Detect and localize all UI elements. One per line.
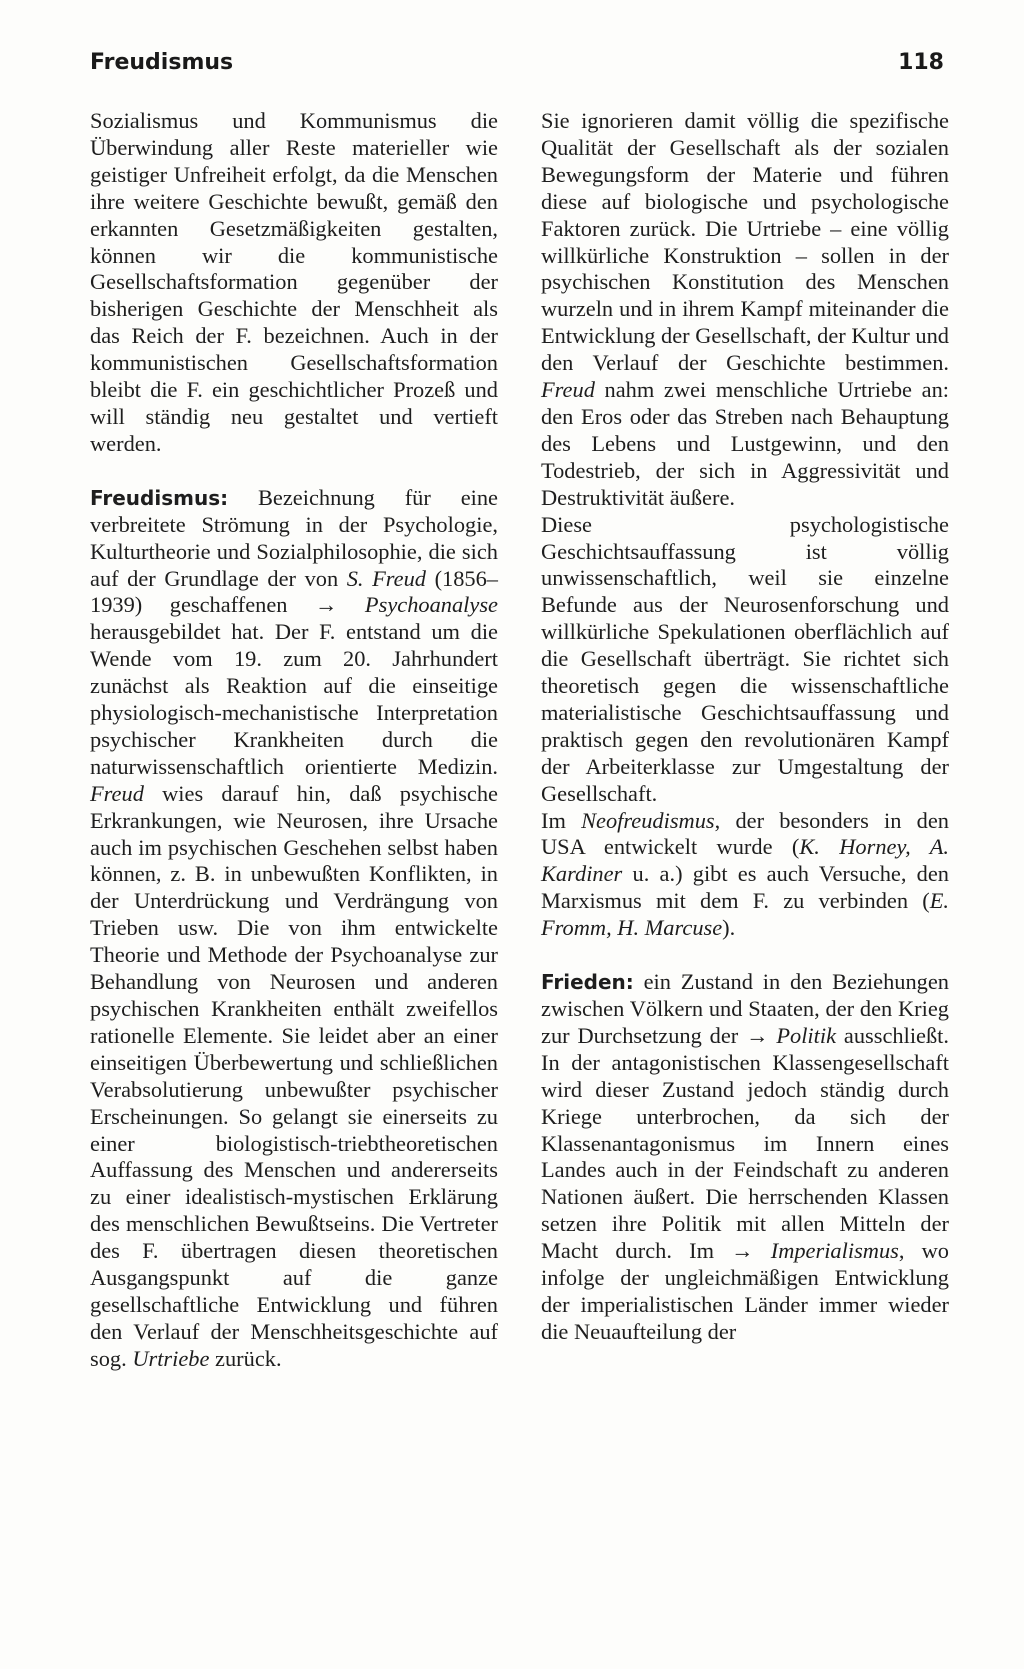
cross-reference-imperialismus[interactable]: Imperialismus — [770, 1238, 899, 1264]
entry-text: herausgebildet hat. Der F. entstand um die Wende vom 19. zum 20. Jahrhundert zunächst als Reaktion auf die einseitige physiologisch-mechanistische Interpretation psychischer Krankheiten durch die naturwissenschaftlich orientierte Medizin. — [90, 619, 498, 779]
running-head: Freudismus — [90, 50, 234, 75]
person-names: E. Fromm, H. Marcuse — [541, 888, 949, 941]
cross-reference-psychoanalyse[interactable]: Psychoanalyse — [364, 592, 498, 618]
person-name: Freud — [541, 377, 595, 403]
entry-text: Bezeichnung für eine verbreitete Strömung in der Psychologie, Kulturtheorie und Sozialphilosophie, die sich auf der Grundlage der von — [90, 484, 498, 591]
emphasized-term: Urtriebe — [132, 1345, 210, 1371]
entry-text: , der besonders in den USA entwickelt wurde ( — [541, 807, 949, 860]
continuation-paragraph: Sozialismus und Kommunismus die Überwindung aller Reste materieller wie geistiger Unfreiheit erfolgt, da die Menschen ihre weitere Geschichte bewußt, gemäß den erkannten Gesetzmäßigkeiten gestalten, können wir die kommunistische Gesellschaftsformation gegenüber der bisherigen Geschichte der Menschheit als das Reich der F. bezeichnen. Auch in der kommunistischen Gesellschaftsformation bleibt die F. ein geschichtlicher Prozeß und will ständig neu gestaltet und vertieft werden. — [90, 108, 498, 456]
left-column — [90, 108, 498, 1373]
entry-text: Im — [541, 807, 582, 833]
person-name: Freud — [90, 780, 144, 806]
entry-text: (1856–1939) geschaffenen — [90, 565, 499, 618]
emphasized-term: Neofreudismus — [581, 807, 715, 833]
page-number: 118 — [898, 50, 944, 75]
entry-text: ein Zustand in den Beziehungen zwischen Völkern und Staaten, der den Krieg zur Durchsetzung der — [541, 969, 949, 1048]
cross-reference-arrow-icon: → — [315, 592, 338, 618]
entry-text: wies darauf hin, daß psychische Erkrankungen, wie Neurosen, ihre Ursache auch im psychischen Geschehen selbst haben können, z. B. in unbewußten Konflikten, in der Unterdrückung und Verdrängung von Trieben usw. Die von ihm entwickelte Theorie und Methode der Psychoanalyse zur Behandlung von Neurosen und anderen psychischen Krankheiten enthält zweifellos rationelle Elemente. Sie leidet aber an einer einseitigen Überbewertung und schließlichen Verabsolutierung unbewußter psychischer Erscheinungen. So gelangt sie einerseits zu einer biologistisch-triebtheoretischen Auffassung des Menschen und andererseits zu einer idealistisch-mystischen Erklärung des menschlichen Bewußtseins. Die Vertreter des F. übertragen diesen theoretischen Ausgangspunkt auf die ganze gesellschaftliche Entwicklung und führen den Verlauf der Menschheitsgeschichte auf sog. — [90, 780, 498, 1371]
paragraph-gap — [541, 942, 949, 969]
cross-reference-arrow-icon: → — [731, 1238, 754, 1264]
headword-frieden: Frieden: — [541, 970, 634, 995]
person-names: K. Horney, A. Kardiner — [541, 834, 949, 887]
headword-freudismus: Freudismus: — [90, 485, 229, 510]
entry-text: , wo infolge der ungleichmäßigen Entwicklung der imperialistischen Länder immer wieder die Neuaufteilung der — [541, 1238, 949, 1344]
entry-paragraph-neofreudismus — [541, 808, 949, 943]
person-name: S. Freud — [346, 565, 426, 591]
cross-reference-politik[interactable]: Politik — [776, 1022, 837, 1048]
entry-frieden — [541, 969, 949, 1346]
paragraph-gap — [90, 458, 498, 485]
cross-reference-arrow-icon: → — [746, 1022, 769, 1048]
entry-text: nahm zwei menschliche Urtriebe an: den Eros oder das Streben nach Behauptung des Lebens und Lustgewinn, und den Todestrieb, der sich in Aggressivität und Destruktivität äußere. — [541, 377, 949, 510]
entry-text: u. a.) gibt es auch Versuche, den Marxismus mit dem F. zu verbinden ( — [541, 861, 949, 914]
entry-text: zurück. — [209, 1345, 282, 1371]
right-column — [541, 108, 949, 1346]
entry-text: ). — [722, 915, 736, 941]
entry-text: Sie ignorieren damit völlig die spezifische Qualität der Gesellschaft als der sozialen Bewegungsform der Materie und führen diese auf biologische und psychologische Faktoren zurück. Die Urtriebe – eine völlig willkürliche Konstruktion – sollen in der psychischen Konstitution des Menschen wurzeln und in ihrem Kampf miteinander die Entwicklung der Gesellschaft, der Kultur und den Verlauf der Geschichte bestimmen. — [541, 108, 949, 376]
entry-freudismus — [90, 485, 498, 1373]
entry-text: ausschließt. In der antagonistischen Klassengesellschaft wird dieser Zustand jedoch ständig durch Kriege unterbrochen, da sich der Klassenantagonismus im Innern eines Landes auch in der Feindschaft zu anderen Nationen äußert. Die herrschenden Klassen setzen ihre Politik mit allen Mitteln der Macht durch. Im — [541, 1022, 949, 1264]
entry-paragraph: Diese psychologistische Geschichtsauffassung ist völlig unwissenschaftlich, weil sie einzelne Befunde aus der Neurosenforschung und willkürliche Spekulationen oberflächlich auf die Gesellschaft überträgt. Sie richtet sich theoretisch gegen die wissenschaftliche materialistische Geschichtsauffassung und praktisch gegen den revolutionären Kampf der Arbeiterklasse zur Umgestaltung der Gesellschaft. — [541, 511, 949, 806]
entry-freudismus-continued — [541, 108, 949, 512]
